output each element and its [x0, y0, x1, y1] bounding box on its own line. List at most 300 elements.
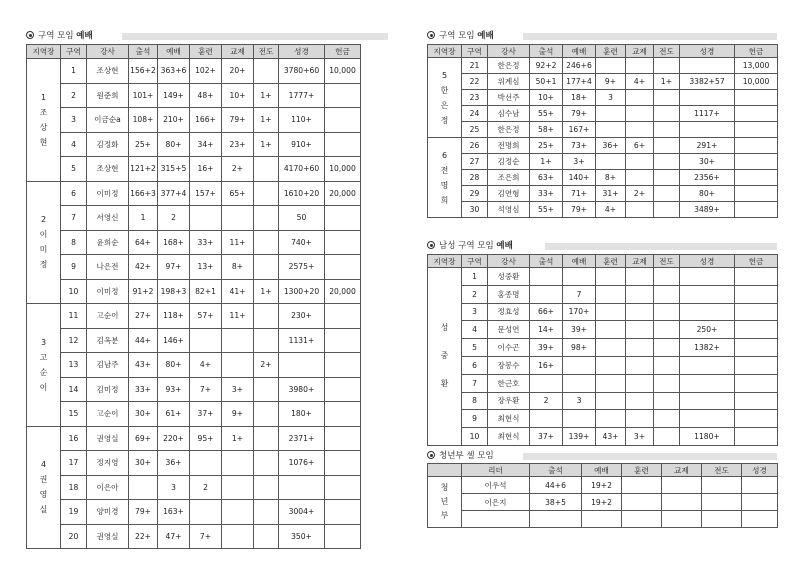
- cell-leader: [462, 511, 530, 528]
- cell-bib: 110+: [279, 108, 325, 133]
- table-row: [27, 206, 361, 231]
- cell-no: 10: [462, 428, 488, 446]
- cell-fel: 20+: [222, 59, 254, 84]
- cell-trn: 4+: [190, 353, 222, 378]
- cell-wor: 36+: [158, 451, 190, 476]
- cell-fel: [626, 154, 654, 170]
- cell-fel: [626, 170, 654, 186]
- cell-bib: 2356+: [680, 170, 735, 186]
- cell-bib: 1610+20: [279, 181, 325, 206]
- cell-wor: 2: [158, 206, 190, 231]
- table-row: [27, 524, 361, 549]
- cell-trn: [622, 511, 662, 528]
- cell-eva: [654, 303, 680, 321]
- col-header: 훈련: [622, 464, 662, 477]
- cell-trn: [596, 303, 626, 321]
- col-header: 교제: [662, 464, 702, 477]
- cell-no: 7: [462, 374, 488, 392]
- cell-att: 66+: [530, 303, 563, 321]
- cell-eva: [654, 356, 680, 374]
- bullet-circle-icon: [26, 31, 34, 39]
- cell-fel: [662, 477, 702, 494]
- cell-no: 11: [61, 304, 87, 329]
- cell-off: [325, 500, 361, 525]
- region-char: 성: [440, 323, 449, 333]
- table-row: [27, 426, 361, 451]
- cell-wor: 79+: [563, 106, 596, 122]
- cell-eva: [702, 494, 742, 511]
- cell-leader: 전명희: [488, 138, 530, 154]
- cell-off: [735, 428, 778, 446]
- table-row: [27, 59, 361, 84]
- title-bar: [523, 453, 777, 460]
- cell-eva: [254, 206, 279, 231]
- table-row: [27, 230, 361, 255]
- cell-bib: 80+: [680, 186, 735, 202]
- cell-off: 10,000: [735, 74, 778, 90]
- cell-bib: 2575+: [279, 255, 325, 280]
- cell-no: 20: [61, 524, 87, 549]
- cell-eva: [254, 451, 279, 476]
- cell-no: 1: [462, 268, 488, 286]
- cell-bib: 3382+57: [680, 74, 735, 90]
- cell-trn: 2: [190, 475, 222, 500]
- cell-trn: 4+: [596, 202, 626, 218]
- cell-wor: 80+: [158, 353, 190, 378]
- cell-eva: [254, 426, 279, 451]
- cell-bib: 1076+: [279, 451, 325, 476]
- cell-leader: 이은아: [87, 475, 129, 500]
- table-row: [27, 328, 361, 353]
- cell-fel: 3+: [626, 428, 654, 446]
- region-leader-cell: [428, 268, 462, 446]
- cell-att: 14+: [530, 321, 563, 339]
- table-body: [27, 59, 361, 549]
- table-row: [27, 83, 361, 108]
- cell-leader: 이미정: [87, 181, 129, 206]
- region-leader-cell: [27, 181, 61, 304]
- region-char: 5: [441, 70, 448, 80]
- cell-att: 55+: [530, 202, 563, 218]
- cell-eva: [654, 186, 680, 202]
- cell-trn: 157+: [190, 181, 222, 206]
- cell-off: [325, 524, 361, 549]
- cell-att: 30+: [129, 402, 158, 427]
- cell-leader: 김정순: [488, 154, 530, 170]
- cell-fel: 11+: [222, 304, 254, 329]
- cell-trn: [596, 356, 626, 374]
- cell-off: [325, 206, 361, 231]
- cell-att: 58+: [530, 122, 563, 138]
- district-title-label: 구역 모임 예배: [38, 31, 93, 41]
- cell-att: 101+: [129, 83, 158, 108]
- cell-no: 19: [61, 500, 87, 525]
- cell-att: 16+: [530, 356, 563, 374]
- region-char: 희: [440, 195, 449, 205]
- cell-eva: 1+: [254, 279, 279, 304]
- cell-trn: [596, 321, 626, 339]
- cell-leader: 조상현: [87, 157, 129, 182]
- table-row: [428, 268, 778, 286]
- col-header: 강사: [87, 45, 129, 59]
- table-row: [428, 410, 778, 428]
- col-header: 전도: [654, 255, 680, 268]
- table-row: [428, 339, 778, 357]
- cell-trn: 7+: [190, 377, 222, 402]
- cell-no: 5: [61, 157, 87, 182]
- cell-fel: 11+: [222, 230, 254, 255]
- col-header: 교제: [222, 45, 254, 59]
- cell-fel: 9+: [222, 402, 254, 427]
- cell-att: 25+: [129, 132, 158, 157]
- cell-off: [325, 353, 361, 378]
- table-row: [428, 303, 778, 321]
- cell-leader: 석영심: [488, 202, 530, 218]
- cell-att: 1: [129, 206, 158, 231]
- cell-bib: [680, 58, 735, 74]
- cell-att: 91+2: [129, 279, 158, 304]
- cell-off: [735, 374, 778, 392]
- district-title-label: 구역 모임 예배: [439, 31, 494, 41]
- youth-table: [427, 463, 778, 528]
- region-leader-cell: [428, 477, 462, 528]
- cell-att: 42+: [129, 255, 158, 280]
- cell-leader: 문성연: [488, 321, 530, 339]
- table-row: [428, 494, 778, 511]
- cell-trn: 34+: [190, 132, 222, 157]
- col-header: 지역장: [428, 45, 462, 58]
- table-row: [428, 356, 778, 374]
- cell-off: [735, 285, 778, 303]
- cell-wor: 61+: [158, 402, 190, 427]
- cell-no: 30: [462, 202, 488, 218]
- cell-trn: 13+: [190, 255, 222, 280]
- cell-off: [325, 304, 361, 329]
- cell-leader: 이은지: [462, 494, 530, 511]
- cell-no: 29: [462, 186, 488, 202]
- cell-bib: 1117+: [680, 106, 735, 122]
- cell-att: [530, 268, 563, 286]
- cell-bib: 2371+: [279, 426, 325, 451]
- cell-off: 10,000: [325, 157, 361, 182]
- bullet-circle-icon: [427, 31, 435, 39]
- cell-wor: 177+4: [563, 74, 596, 90]
- table-row: [27, 402, 361, 427]
- cell-wor: 19+2: [582, 477, 622, 494]
- table-row: [27, 279, 361, 304]
- col-header: 리더: [462, 464, 530, 477]
- region-leader-cell: [428, 58, 462, 138]
- cell-no: 7: [61, 206, 87, 231]
- cell-bib: 3004+: [279, 500, 325, 525]
- cell-wor: 118+: [158, 304, 190, 329]
- cell-fel: [626, 321, 654, 339]
- region-char: 은: [440, 100, 449, 110]
- cell-eva: [254, 377, 279, 402]
- cell-bib: [742, 494, 778, 511]
- cell-off: [735, 170, 778, 186]
- cell-eva: [702, 511, 742, 528]
- cell-leader: 권영실: [87, 426, 129, 451]
- col-header: 성경: [680, 255, 735, 268]
- col-header: 헌금: [325, 45, 361, 59]
- cell-fel: [222, 328, 254, 353]
- cell-eva: [654, 202, 680, 218]
- cell-att: 92+2: [530, 58, 563, 74]
- cell-bib: 4170+60: [279, 157, 325, 182]
- region-char: 실: [39, 505, 48, 515]
- cell-trn: 166+: [190, 108, 222, 133]
- cell-wor: 170+: [563, 303, 596, 321]
- table-row: [428, 321, 778, 339]
- cell-no: 12: [61, 328, 87, 353]
- table-header: [27, 45, 361, 59]
- cell-fel: 2+: [222, 157, 254, 182]
- district-table-left: [26, 44, 361, 549]
- cell-eva: [254, 255, 279, 280]
- region-char: 6: [441, 150, 448, 160]
- cell-eva: [254, 59, 279, 84]
- col-header: 출석: [530, 255, 563, 268]
- cell-att: 55+: [530, 106, 563, 122]
- col-header: 헌금: [735, 45, 778, 58]
- cell-wor: 163+: [158, 500, 190, 525]
- cell-wor: 198+3: [158, 279, 190, 304]
- cell-leader: 심수남: [488, 106, 530, 122]
- cell-fel: 65+: [222, 181, 254, 206]
- men-section-title: [427, 239, 777, 253]
- table-row: [27, 157, 361, 182]
- cell-trn: [596, 154, 626, 170]
- region-char: 청: [440, 483, 449, 492]
- cell-bib: [680, 356, 735, 374]
- region-char: 권: [39, 475, 48, 485]
- cell-bib: [680, 122, 735, 138]
- cell-leader: 이우석: [462, 477, 530, 494]
- cell-leader: 서영신: [87, 206, 129, 231]
- cell-bib: 3980+: [279, 377, 325, 402]
- cell-wor: 3: [563, 392, 596, 410]
- cell-trn: [596, 410, 626, 428]
- table-row: [428, 122, 778, 138]
- cell-eva: [654, 106, 680, 122]
- cell-bib: [680, 285, 735, 303]
- cell-trn: 57+: [190, 304, 222, 329]
- cell-no: 9: [462, 410, 488, 428]
- table-row: [27, 377, 361, 402]
- cell-bib: [279, 353, 325, 378]
- cell-wor: 363+6: [158, 59, 190, 84]
- cell-eva: [654, 170, 680, 186]
- cell-no: 15: [61, 402, 87, 427]
- cell-eva: [254, 230, 279, 255]
- cell-wor: 93+: [158, 377, 190, 402]
- cell-att: 44+6: [530, 477, 582, 494]
- cell-no: 10: [61, 279, 87, 304]
- cell-eva: [702, 477, 742, 494]
- cell-no: 1: [61, 59, 87, 84]
- cell-fel: [626, 392, 654, 410]
- table-row: [428, 58, 778, 74]
- cell-fel: [222, 524, 254, 549]
- cell-no: 6: [462, 356, 488, 374]
- table-row: [428, 202, 778, 218]
- region-char: 조: [39, 107, 48, 117]
- cell-eva: 1+: [254, 132, 279, 157]
- table-row: [428, 477, 778, 494]
- cell-eva: [654, 339, 680, 357]
- cell-att: 121+2: [129, 157, 158, 182]
- region-char: 명: [440, 180, 449, 190]
- col-header: 강사: [488, 45, 530, 58]
- table-row: [27, 181, 361, 206]
- cell-wor: 377+4: [158, 181, 190, 206]
- col-header: 지역장: [27, 45, 61, 59]
- cell-off: [735, 122, 778, 138]
- cell-att: 1+: [530, 154, 563, 170]
- region-char: 현: [39, 137, 48, 147]
- cell-eva: [654, 154, 680, 170]
- cell-trn: [622, 477, 662, 494]
- table-row: [27, 451, 361, 476]
- cell-trn: [596, 58, 626, 74]
- cell-trn: 43+: [596, 428, 626, 446]
- cell-trn: [596, 392, 626, 410]
- cell-wor: 3+: [563, 154, 596, 170]
- cell-att: [530, 285, 563, 303]
- district-section-title: [26, 29, 388, 43]
- cell-no: 17: [61, 451, 87, 476]
- region-char: 이: [39, 382, 48, 392]
- cell-leader: 권영실: [87, 524, 129, 549]
- region-char: 미: [39, 245, 48, 255]
- cell-wor: 98+: [563, 339, 596, 357]
- region-char: 부: [440, 511, 449, 520]
- cell-fel: [626, 202, 654, 218]
- table-header: [428, 255, 778, 268]
- region-char: 2: [40, 215, 47, 225]
- cell-wor: 73+: [563, 138, 596, 154]
- cell-trn: [622, 494, 662, 511]
- cell-eva: [654, 428, 680, 446]
- table-row: [27, 500, 361, 525]
- table-row: [428, 392, 778, 410]
- cell-eva: [654, 374, 680, 392]
- cell-wor: [563, 374, 596, 392]
- cell-no: 23: [462, 90, 488, 106]
- cell-fel: 23+: [222, 132, 254, 157]
- cell-no: 6: [61, 181, 87, 206]
- cell-att: 156+2: [129, 59, 158, 84]
- cell-bib: 1777+: [279, 83, 325, 108]
- cell-off: [735, 321, 778, 339]
- cell-leader: 김옥분: [87, 328, 129, 353]
- cell-wor: [563, 410, 596, 428]
- col-header: 출석: [129, 45, 158, 59]
- cell-leader: 한은정: [488, 58, 530, 74]
- cell-fel: [222, 451, 254, 476]
- cell-eva: [254, 181, 279, 206]
- cell-off: [325, 377, 361, 402]
- cell-trn: 37+: [190, 402, 222, 427]
- cell-att: 2: [530, 392, 563, 410]
- cell-trn: 36+: [596, 138, 626, 154]
- region-leader-cell: [27, 304, 61, 427]
- cell-bib: 1382+: [680, 339, 735, 357]
- cell-off: [325, 230, 361, 255]
- cell-trn: 31+: [596, 186, 626, 202]
- col-header: 전도: [654, 45, 680, 58]
- district-section-title-continued: [427, 29, 777, 43]
- cell-fel: 3+: [222, 377, 254, 402]
- region-char: 3: [40, 337, 47, 347]
- table-row: [428, 154, 778, 170]
- cell-att: 50+1: [530, 74, 563, 90]
- col-header: 예배: [158, 45, 190, 59]
- col-header: 구역: [462, 255, 488, 268]
- col-header: 구역: [462, 45, 488, 58]
- table-row: [27, 304, 361, 329]
- cell-bib: [680, 90, 735, 106]
- cell-leader: 고순이: [87, 402, 129, 427]
- cell-leader: 양미경: [87, 500, 129, 525]
- cell-att: [530, 374, 563, 392]
- cell-bib: 1180+: [680, 428, 735, 446]
- cell-no: 2: [61, 83, 87, 108]
- cell-wor: 19+2: [582, 494, 622, 511]
- cell-eva: 1+: [254, 83, 279, 108]
- cell-fel: 2+: [626, 186, 654, 202]
- table-row: [428, 90, 778, 106]
- cell-bib: 3489+: [680, 202, 735, 218]
- col-header: 교제: [626, 45, 654, 58]
- cell-wor: 18+: [563, 90, 596, 106]
- table-row: [428, 74, 778, 90]
- title-bar: [545, 243, 777, 250]
- cell-off: [735, 268, 778, 286]
- cell-no: 4: [462, 321, 488, 339]
- table-body: [428, 58, 778, 218]
- cell-fel: [662, 494, 702, 511]
- cell-att: 79+: [129, 500, 158, 525]
- cell-eva: 1+: [254, 108, 279, 133]
- region-char: 한: [440, 85, 449, 95]
- cell-off: [735, 202, 778, 218]
- cell-bib: [742, 477, 778, 494]
- youth-section-title: [427, 449, 777, 463]
- cell-wor: 71+: [563, 186, 596, 202]
- cell-eva: [654, 58, 680, 74]
- table-row: [428, 428, 778, 446]
- cell-off: [735, 90, 778, 106]
- cell-wor: 79+: [563, 202, 596, 218]
- cell-leader: 김정화: [87, 132, 129, 157]
- cell-fel: [626, 268, 654, 286]
- cell-off: [325, 402, 361, 427]
- col-header: 예배: [563, 255, 596, 268]
- cell-bib: 740+: [279, 230, 325, 255]
- bullet-circle-icon: [427, 451, 435, 459]
- cell-leader: 고순이: [87, 304, 129, 329]
- region-char: 고: [39, 352, 48, 362]
- cell-att: [530, 410, 563, 428]
- cell-trn: 33+: [190, 230, 222, 255]
- cell-eva: [254, 304, 279, 329]
- region-char: 4: [40, 460, 47, 470]
- cell-att: 108+: [129, 108, 158, 133]
- region-leader-cell: [27, 59, 61, 182]
- cell-leader: 위계심: [488, 74, 530, 90]
